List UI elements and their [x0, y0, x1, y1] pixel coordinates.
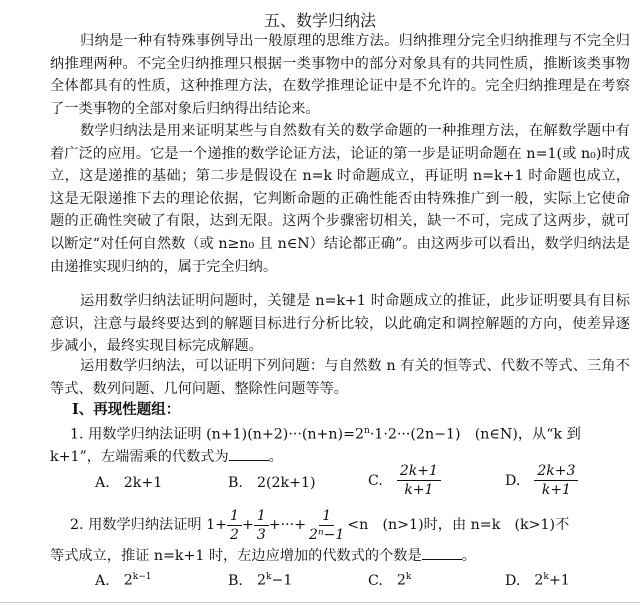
- option-a: [95, 475, 162, 491]
- question-2-line-2: [50, 545, 635, 567]
- option-value: 2: [256, 572, 266, 589]
- section-title: 五、数学归纳法: [263, 11, 376, 30]
- fraction: [227, 507, 242, 544]
- option-a: [95, 572, 152, 589]
- question-text: 等式成立，推证 n=k+1 时，左边应增加的代数式的个数是: [50, 548, 422, 564]
- exponent: k: [265, 572, 272, 582]
- fraction-numerator: 1: [254, 507, 269, 526]
- exponent: k−1: [132, 572, 152, 582]
- question-number: 2.: [70, 517, 84, 533]
- question-text: ·1·2···(2n−1) (n∈N)，从“k 到 k+1”，左端需乘的代数式为: [50, 426, 581, 465]
- fraction-denominator: k+1: [404, 482, 434, 498]
- option-b: [228, 475, 316, 491]
- fraction-numerator: 2k+1: [397, 462, 441, 481]
- operator: +: [241, 517, 254, 533]
- operator: +···+: [268, 517, 307, 533]
- question-2: [50, 505, 635, 545]
- option-label: C.: [368, 572, 383, 589]
- fraction: [397, 462, 441, 499]
- question-text: <n (n>1)时，由 n=k (k>1)不: [347, 517, 570, 533]
- fraction-denominator: 3: [256, 526, 266, 543]
- fraction: [534, 462, 578, 499]
- option-label: D.: [505, 572, 521, 589]
- fraction-denominator: 2ⁿ−1: [309, 526, 345, 543]
- answer-blank: [422, 547, 462, 560]
- option-value: 2: [396, 572, 406, 589]
- option-label: D.: [505, 472, 521, 489]
- page-bottom-divider: [0, 602, 640, 603]
- option-d: [505, 572, 570, 589]
- question-text: 用数学归纳法证明 1+: [88, 517, 227, 533]
- option-value: 2: [534, 572, 544, 589]
- option-label: A.: [95, 572, 110, 589]
- question-text: 用数学归纳法证明 (n+1)(n+2)···(n+n)=2: [88, 426, 364, 443]
- exponent: k: [543, 572, 549, 582]
- exponent: n: [364, 426, 370, 436]
- fraction: [306, 507, 347, 544]
- option-label: A.: [95, 475, 110, 491]
- fraction-denominator: k+1: [541, 482, 571, 498]
- option-label: B.: [228, 475, 243, 491]
- fraction: [254, 507, 269, 544]
- question-1: [50, 420, 635, 468]
- fraction-denominator: 2: [230, 526, 239, 543]
- option-d: [505, 462, 578, 499]
- exponent: k: [405, 572, 412, 582]
- option-value: 2: [123, 572, 133, 589]
- paragraph-proof-key: 运用数学归纳法证明问题时，关键是 n=k+1 时命题成立的推证，此步证明要具有目标意识，注意与最终要达到的解题目标进行分析比较，以此确定和调控解题的方向，使差异逐步减小，最终实现目标完成解题。: [50, 293, 630, 355]
- paragraph-induction-intro: 归纳是一种有特殊事例导出一般原理的思维方法。归纳推理分完全归纳推理与不完全归纳推理两种。不完全归纳推理只根据一类事物中的部分对象具有的共同性质，推断该类事物全体都具有的性质，这种推理方法，在数学推理论证中是不允许的。完全归纳推理是在考察了一类事物的全部对象后归纳得出结论来。: [50, 33, 630, 117]
- paragraph-math-induction: 数学归纳法是用来证明某些与自然数有关的数学命题的一种推理方法，在解数学题中有着广泛的应用。它是一个递推的数学论证方法，论证的第一步是证明命题在 n=1(或 n₀)时成立，这是递推的基础；第二步是假设在 n=k 时命题成立，再证明 n=k+1 时命题也成立，这是无限递推下去的理论依据，它判断命题的正确性能否由特殊推广到一般，实际上它使命题的正确性突破了有限，达到无限。这两个步骤密切相关，缺一不可，完成了这两步，就可以断定“对任何自然数（或 n≥n₀ 且 n∈N）结论都正确”。由这两步可以看出，数学归纳法是由递推实现归纳的，属于完全归纳。: [50, 123, 630, 275]
- option-value: 2k+1: [123, 475, 163, 491]
- option-value: 2(2k+1): [256, 475, 316, 491]
- section-heading: Ⅰ、再现性题组：: [72, 401, 181, 418]
- paragraph-applications: 运用数学归纳法，可以证明下列问题：与自然数 n 有关的恒等式、代数不等式、三角不等式、数列问题、几何问题、整除性问题等等。: [50, 358, 630, 397]
- option-c: [368, 572, 411, 589]
- option-c: [368, 462, 441, 499]
- fraction-numerator: 2k+3: [534, 462, 578, 481]
- question-number: 1.: [70, 426, 84, 443]
- option-value: +1: [548, 572, 570, 589]
- option-label: C.: [368, 472, 383, 489]
- answer-blank: [229, 448, 269, 461]
- option-b: [228, 572, 292, 589]
- option-label: B.: [228, 572, 243, 589]
- question-text: 。: [461, 548, 476, 564]
- option-value: −1: [271, 572, 293, 589]
- fraction-numerator: 1: [227, 507, 242, 526]
- question-text: 。: [268, 448, 283, 465]
- fraction-numerator: 1: [319, 507, 334, 526]
